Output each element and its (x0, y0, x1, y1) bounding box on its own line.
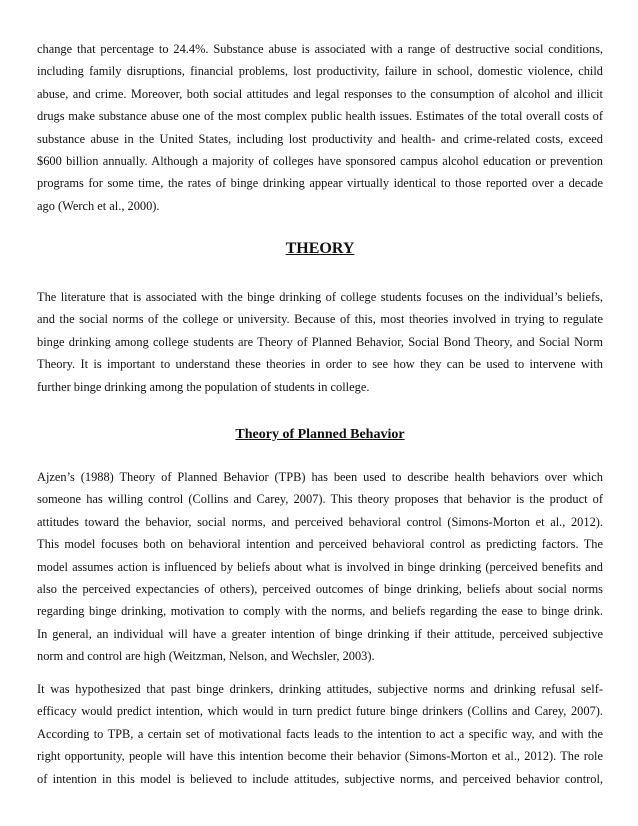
paragraph-line: norm and control are high (Weitzman, Nelson, and Wechsler, 2003). (37, 649, 375, 664)
paragraph-line: right opportunity, people will have this intention become their behavior (Simons-Morton et al., 2012). The role (37, 749, 603, 764)
paragraph-line: binge drinking among college students are Theory of Planned Behavior, Social Bond Theory, and Social Norm (37, 334, 603, 349)
paragraph-line: further binge drinking among the population of students in college. (37, 379, 370, 394)
paragraph-line: model assumes action is influenced by beliefs about what is involved in binge drinking (perceived benefits and (37, 559, 603, 574)
paragraph-line: abuse, and crime. Moreover, both social attitudes and legal responses to the consumption of alcohol and illicit (37, 86, 603, 101)
theory-paragraph (37, 286, 603, 398)
paragraph-line: Theory. It is important to understand these theories in order to see how they can be used to intervene with (37, 357, 603, 372)
paragraph-line: change that percentage to 24.4%. Substance abuse is associated with a range of destructive social conditions, (37, 42, 603, 56)
paragraph-line: attitudes toward the behavior, social norms, and perceived behavioral control (Simons-Morton et al., 2012). (37, 514, 603, 529)
paragraph-line: substance abuse in the United States, including lost productivity and health- and crime-related costs, exceed (37, 131, 603, 146)
paragraph-line: including family disruptions, financial problems, lost productivity, failure in school, domestic violence, child (37, 64, 603, 79)
paragraph-line: and the social norms of the college or university. Because of this, most theories involved in trying to regulate (37, 312, 603, 327)
tpb-paragraph-2 (37, 678, 603, 790)
paragraph-line: This model focuses both on behavioral intention and perceived behavioral control as predicting factors. The (37, 537, 603, 552)
tpb-paragraph-1 (37, 466, 603, 668)
paragraph-line: Ajzen’s (1988) Theory of Planned Behavior (TPB) has been used to describe health behaviors over which (37, 470, 603, 484)
paragraph-line: efficacy would predict intention, which would in turn predict future binge drinkers (Collins and Carey, 2007). (37, 704, 603, 719)
paragraph-line: programs for some time, the rates of binge drinking appear virtually identical to those reported over a decade (37, 176, 603, 191)
paragraph-line: also the perceived expectancies of others), perceived outcomes of binge drinking, beliefs about social norms (37, 582, 603, 597)
paragraph-line: In general, an individual will have a greater intention of binge drinking if their attitude, perceived subjective (37, 626, 603, 641)
paragraph-line: $600 billion annually. Although a majority of colleges have sponsored campus alcohol education or prevention (37, 154, 603, 169)
paragraph-line: of intention in this model is believed to include attitudes, subjective norms, and perceived behavior control, (37, 771, 603, 786)
subsection-heading-tpb: Theory of Planned Behavior (235, 427, 405, 442)
section-heading-theory: THEORY (285, 240, 355, 257)
paragraph-line: ago (Werch et al., 2000). (37, 198, 160, 213)
paragraph-line: It was hypothesized that past binge drinkers, drinking attitudes, subjective norms and drinking refusal self- (37, 682, 603, 696)
paragraph-line: someone has willing control (Collins and Carey, 2007). This theory proposes that behavior is the product of (37, 492, 603, 507)
intro-paragraph (37, 38, 603, 217)
paragraph-line: The literature that is associated with the binge drinking of college students focuses on the individual’s beliefs, (37, 290, 603, 304)
paragraph-line: regarding binge drinking, motivation to comply with the norms, and beliefs regarding the ease to binge drink. (37, 604, 603, 619)
paragraph-line: According to TPB, a certain set of motivational facts leads to the intention to act a specific way, and with the (37, 726, 603, 741)
paragraph-line: drugs make substance abuse one of the most complex public health issues. Estimates of the total overall costs of (37, 109, 603, 124)
